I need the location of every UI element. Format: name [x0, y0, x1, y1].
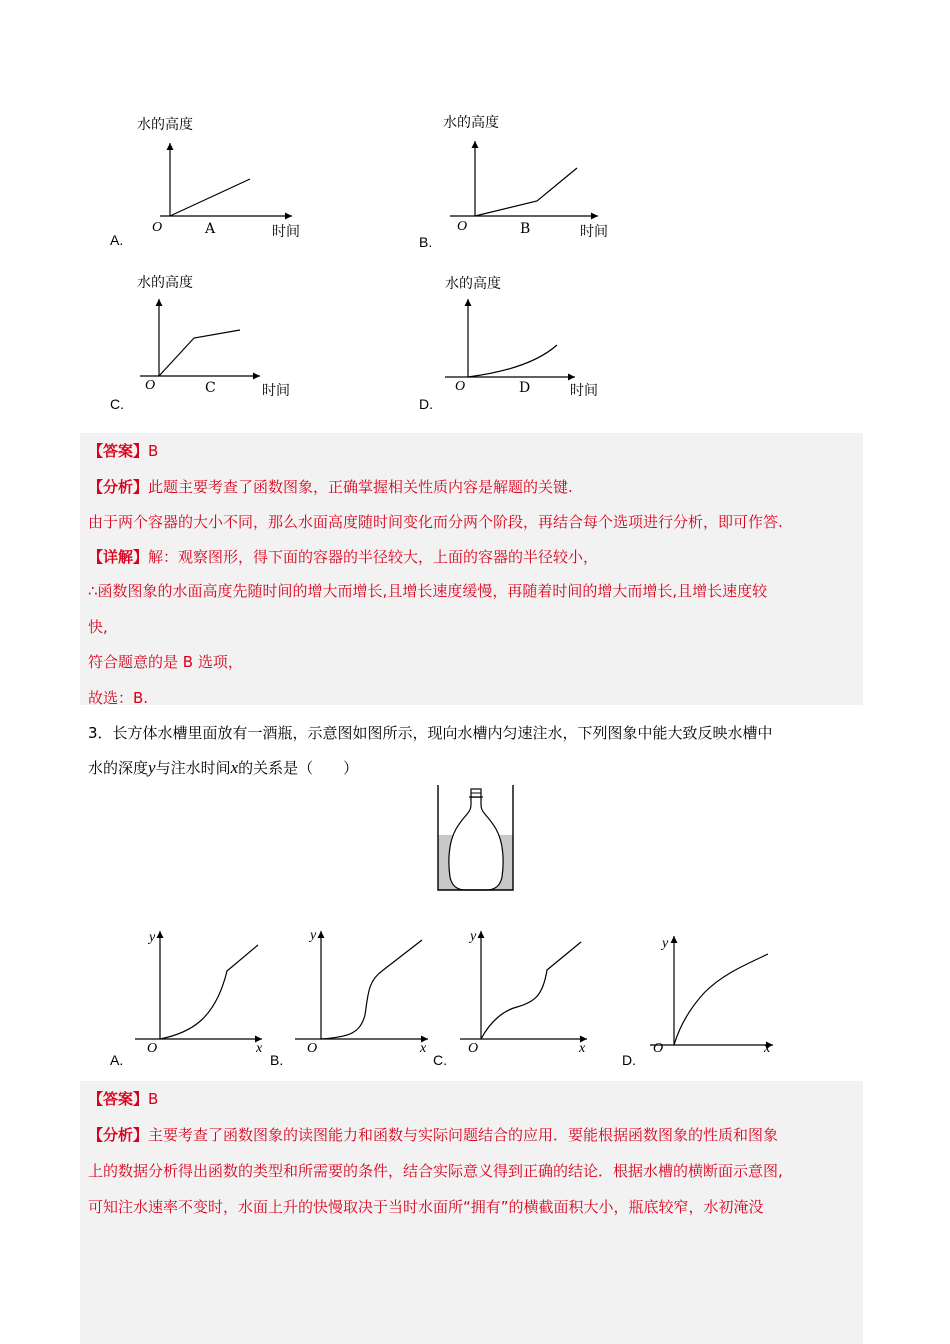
curve — [160, 945, 258, 1039]
bottle-trough-diagram — [430, 785, 525, 895]
q3-question-line1: 3．长方体水槽里面放有一酒瓶，示意图如图所示，现向水槽内匀速注水，下列图象中能大致反映水槽中 — [88, 724, 773, 742]
q2-detail-line: 【详解】解：观察图形，得下面的容器的半径较大，上面的容器的半径较小， — [88, 548, 599, 566]
q2-graph-a[interactable] — [100, 105, 330, 250]
origin-label: O — [152, 220, 163, 235]
origin-label: O — [455, 379, 466, 394]
q3-graph-c[interactable] — [455, 925, 595, 1055]
origin-label: O — [307, 1041, 318, 1056]
x-axis-label: x — [579, 1041, 586, 1056]
y-axis-label: 水的高度 — [443, 115, 499, 131]
q2-detail-line2: ∴函数图象的水面高度先随时间的增大而增长,且增长速度缓慢，再随着时间的增大而增长,且增长速度较 — [88, 582, 768, 600]
y-axis-label: y — [149, 930, 156, 945]
y-axis-label: 水的高度 — [137, 275, 193, 291]
x-axis-label: x — [420, 1041, 427, 1056]
curve — [674, 954, 768, 1045]
center-label: A — [205, 221, 216, 237]
origin-label: O — [457, 219, 468, 234]
q3-option-d-label[interactable]: D. — [622, 1052, 636, 1068]
q2-analysis-line: 【分析】此题主要考查了函数图象，正确掌握相关性质内容是解题的关键. — [88, 478, 573, 496]
curve — [481, 942, 581, 1039]
x-axis-label: x — [256, 1041, 263, 1056]
option-a-label[interactable]: A. — [110, 232, 124, 248]
bottle — [449, 797, 503, 890]
center-label: C — [205, 380, 216, 396]
y-axis-label: y — [310, 928, 317, 943]
q2-graph-c[interactable] — [100, 265, 330, 405]
y-axis-label: y — [662, 936, 669, 951]
y-axis-label: 水的高度 — [137, 117, 193, 133]
center-label: D — [519, 380, 531, 396]
q3-analysis-line2: 上的数据分析得出函数的类型和所需要的条件，结合实际意义得到正确的结论．根据水槽的横断面示意图, — [88, 1162, 783, 1180]
y-axis-label: y — [470, 929, 477, 944]
q2-graph-b[interactable] — [410, 105, 640, 250]
curve — [475, 168, 577, 216]
q3-option-a-label[interactable]: A. — [110, 1052, 124, 1068]
q2-answer-line: 【答案】B — [88, 442, 159, 460]
q3-answer-line: 【答案】B — [88, 1090, 159, 1108]
curve — [468, 345, 557, 377]
q3-graph-a[interactable] — [130, 925, 270, 1055]
origin-label: O — [145, 378, 156, 393]
q3-graph-d[interactable] — [645, 930, 780, 1060]
q2-detail-line4: 符合题意的是 B 选项， — [88, 653, 243, 671]
curve — [321, 940, 422, 1039]
q3-question-line2: 水的深度y与注水时间x的关系是（ ） — [88, 758, 359, 777]
q2-detail-line5: 故选：B. — [88, 689, 149, 707]
q2-graph-d[interactable] — [410, 265, 640, 405]
origin-label: O — [468, 1041, 479, 1056]
option-d-label[interactable]: D. — [419, 396, 433, 412]
q2-analysis-line2: 由于两个容器的大小不同，那么水面高度随时间变化而分两个阶段，再结合每个选项进行分析，即可作答. — [88, 513, 783, 531]
curve — [159, 330, 240, 376]
option-c-label[interactable]: C. — [110, 396, 124, 412]
q3-option-b-label[interactable]: B. — [270, 1052, 284, 1068]
q2-detail-line3: 快, — [88, 618, 108, 636]
q3-graph-b[interactable] — [290, 925, 435, 1055]
curve — [170, 179, 250, 216]
x-axis-label: 时间 — [262, 383, 290, 399]
origin-label: O — [147, 1041, 158, 1056]
q3-analysis-line: 【分析】主要考查了函数图象的读图能力和函数与实际问题结合的应用．要能根据函数图象的性质和图象 — [88, 1126, 779, 1144]
x-axis-label: 时间 — [580, 224, 608, 240]
center-label: B — [520, 221, 531, 237]
origin-label: O — [653, 1041, 664, 1056]
q3-option-c-label[interactable]: C. — [433, 1052, 447, 1068]
y-axis-label: 水的高度 — [445, 276, 501, 292]
q3-analysis-line3: 可知注水速率不变时，水面上升的快慢取决于当时水面所“拥有”的横截面积大小，瓶底较窄，水初淹没 — [88, 1198, 764, 1216]
x-axis-label: x — [764, 1041, 771, 1056]
x-axis-label: 时间 — [272, 224, 300, 240]
option-b-label[interactable]: B. — [419, 234, 433, 250]
x-axis-label: 时间 — [570, 383, 598, 399]
